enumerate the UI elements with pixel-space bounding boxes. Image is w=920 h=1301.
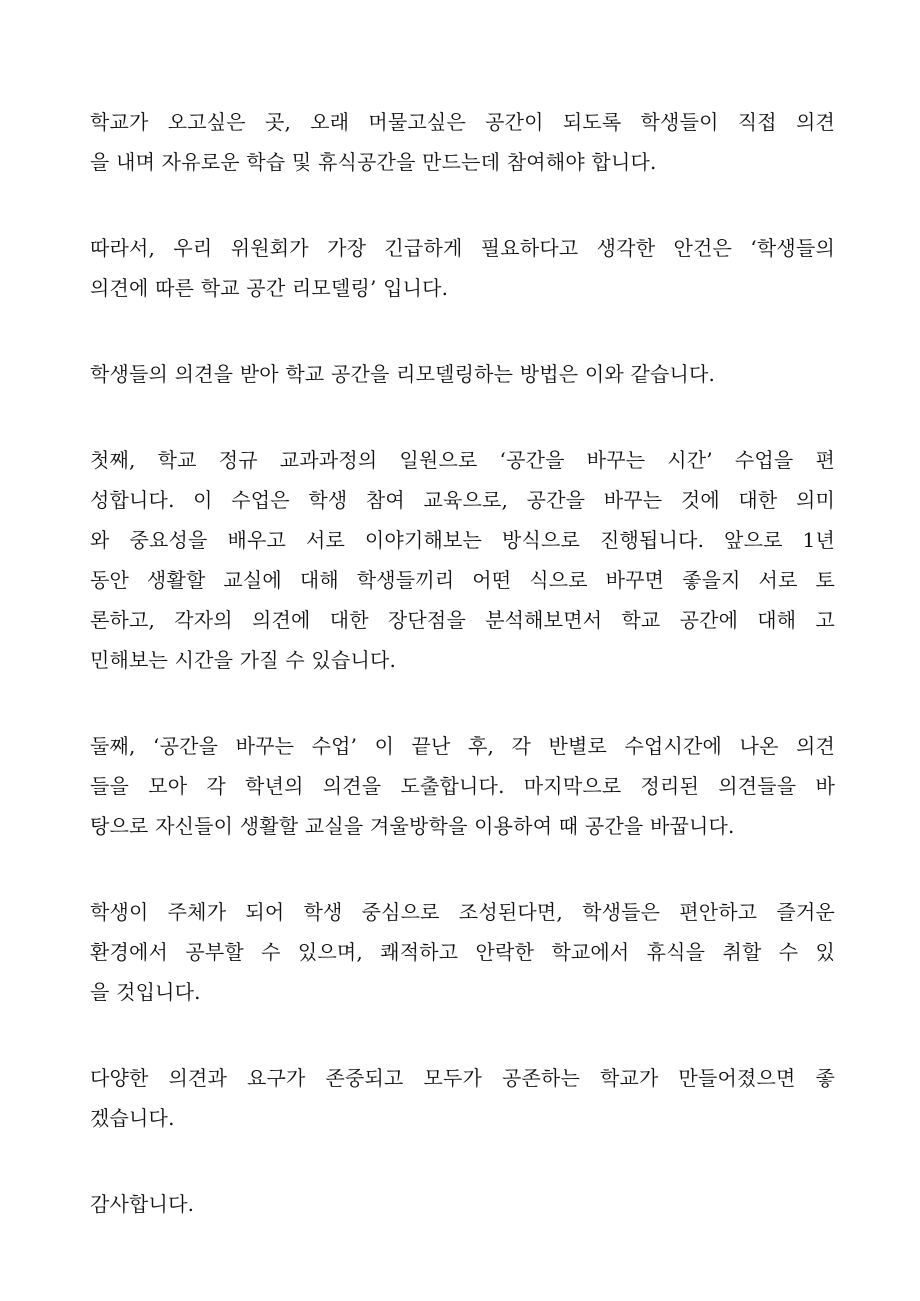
paragraph-second [90, 726, 835, 846]
text-line: 따라서, 우리 위원회가 가장 긴급하게 필요하다고 생각한 안건은 ‘학생들의 [90, 236, 835, 260]
document-body [90, 102, 835, 1270]
text-line: 환경에서 공부할 수 있으며, 쾌적하고 안락한 학교에서 휴식을 취할 수 있 [90, 940, 835, 964]
text-line: 첫째, 학교 정규 교과과정의 일원으로 ‘공간을 바꾸는 시간’ 수업을 편 [90, 448, 835, 472]
paragraph-hope [90, 1058, 835, 1138]
text-line: 다양한 의견과 요구가 존중되고 모두가 공존하는 학교가 만들어졌으면 좋 [90, 1066, 835, 1090]
text-line: 민해보는 시간을 가질 수 있습니다. [90, 648, 397, 672]
text-line: 동안 생활할 교실에 대해 학생들끼리 어떤 식으로 바꾸면 좋을지 서로 토 [90, 568, 835, 592]
text-line: 와 중요성을 배우고 서로 이야기해보는 방식으로 진행됩니다. 앞으로 1년 [90, 528, 835, 552]
text-line: 학교가 오고싶은 곳, 오래 머물고싶은 공간이 되도록 학생들이 직접 의견 [90, 110, 835, 134]
paragraph-agenda [90, 228, 835, 308]
text-line: 겠습니다. [90, 1106, 175, 1130]
text-line: 들을 모아 각 학년의 의견을 도출합니다. 마지막으로 정리된 의견들을 바 [90, 774, 835, 798]
text-line: 을 것입니다. [90, 980, 201, 1004]
text-line: 학생들의 의견을 받아 학교 공간을 리모델링하는 방법은 이와 같습니다. [90, 362, 716, 386]
paragraph-method-intro [90, 354, 835, 394]
text-line: 론하고, 각자의 의견에 대한 장단점을 분석해보면서 학교 공간에 대해 고 [90, 608, 835, 632]
text-line: 감사합니다. [90, 1192, 195, 1216]
paragraph-benefits [90, 892, 835, 1012]
paragraph-first [90, 440, 835, 680]
text-line: 을 내며 자유로운 학습 및 휴식공간을 만드는데 참여해야 합니다. [90, 150, 657, 174]
text-line: 둘째, ‘공간을 바꾸는 수업’ 이 끝난 후, 각 반별로 수업시간에 나온 의견 [90, 734, 835, 758]
paragraph-thanks [90, 1184, 835, 1224]
paragraph-intro [90, 102, 835, 182]
text-line: 학생이 주체가 되어 학생 중심으로 조성된다면, 학생들은 편안하고 즐거운 [90, 900, 835, 924]
text-line: 성합니다. 이 수업은 학생 참여 교육으로, 공간을 바꾸는 것에 대한 의미 [90, 488, 835, 512]
text-line: 탕으로 자신들이 생활할 교실을 겨울방학을 이용하여 때 공간을 바꿉니다. [90, 814, 735, 838]
text-line: 의견에 따른 학교 공간 리모델링’ 입니다. [90, 276, 449, 300]
